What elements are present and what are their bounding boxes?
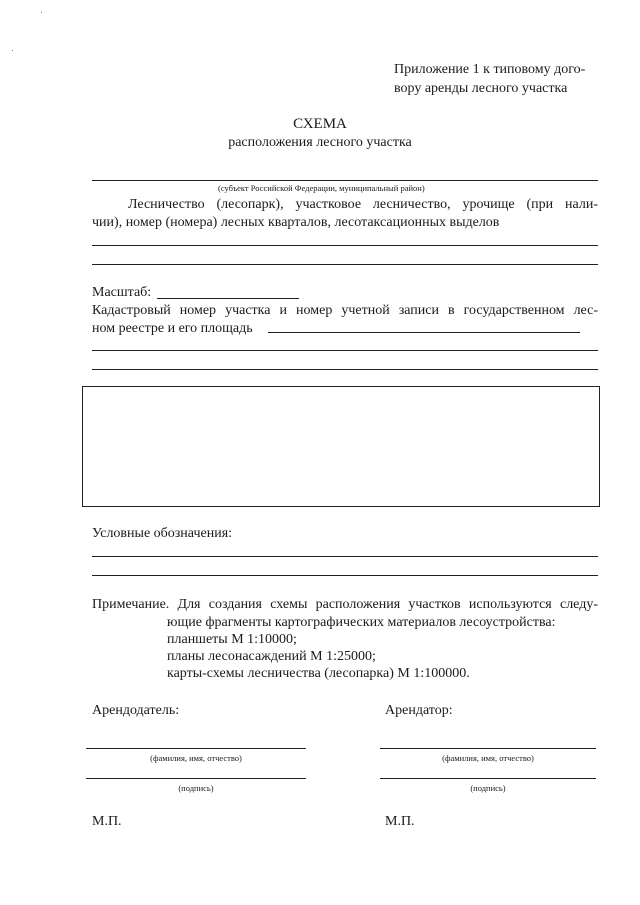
- lessor-name-caption: (фамилия, имя, отчество): [150, 753, 242, 763]
- note-item: планы лесонасаждений М 1:25000;: [167, 649, 376, 664]
- legend-field-line-2[interactable]: [92, 575, 598, 576]
- forestry-line-2: чии), номер (номера) лесных кварталов, лесотаксационных выделов: [92, 215, 500, 230]
- note-item: карты-схемы лесничества (лесопарка) М 1:100000.: [167, 666, 470, 681]
- lessee-label: Арендатор:: [385, 703, 453, 718]
- lessee-sign-caption: (подпись): [470, 783, 506, 793]
- scan-speck: [41, 12, 42, 13]
- document-subtitle: расположения лесного участка: [228, 135, 412, 150]
- cadastral-line-1: Кадастровый номер участка и номер учетной записи в государственном лес-: [92, 303, 598, 318]
- scheme-map-frame[interactable]: [82, 386, 600, 507]
- lessor-name-field-line[interactable]: [86, 748, 306, 749]
- lessor-label: Арендодатель:: [92, 703, 180, 718]
- lessor-sign-caption: (подпись): [178, 783, 214, 793]
- note-item: планшеты М 1:10000;: [167, 632, 297, 647]
- legend-field-line-1[interactable]: [92, 556, 598, 557]
- forestry-field-line-2[interactable]: [92, 264, 598, 265]
- appendix-line-2: вору аренды лесного участка: [394, 81, 568, 96]
- scale-label: Масштаб:: [92, 285, 152, 300]
- legend-label: Условные обозначения:: [92, 526, 233, 541]
- lessor-stamp: М.П.: [92, 814, 122, 829]
- subject-field-line[interactable]: [92, 180, 598, 181]
- cadastral-field-line-1[interactable]: [92, 350, 598, 351]
- cadastral-field-line-2[interactable]: [92, 369, 598, 370]
- note-line-1: Примечание. Для создания схемы расположения участков используются следу-: [92, 597, 598, 612]
- document-title: СХЕМА: [293, 116, 347, 132]
- cadastral-area-field-line[interactable]: [268, 332, 580, 333]
- lessor-sign-field-line[interactable]: [86, 778, 306, 779]
- scale-field-line[interactable]: [157, 298, 299, 299]
- scan-speck: [12, 50, 13, 51]
- forestry-field-line-1[interactable]: [92, 245, 598, 246]
- lessee-name-caption: (фамилия, имя, отчество): [442, 753, 534, 763]
- lessee-sign-field-line[interactable]: [380, 778, 596, 779]
- forestry-line-1: Лесничество (лесопарк), участковое лесничество, урочище (при нали-: [128, 197, 598, 212]
- note-line-2: ющие фрагменты картографических материалов лесоустройства:: [167, 615, 556, 630]
- lessee-name-field-line[interactable]: [380, 748, 596, 749]
- subject-caption: (субъект Российской Федерации, муниципальный район): [218, 183, 425, 193]
- cadastral-line-2: ном реестре и его площадь: [92, 321, 253, 336]
- lessee-stamp: М.П.: [385, 814, 415, 829]
- appendix-line-1: Приложение 1 к типовому дого-: [394, 62, 586, 77]
